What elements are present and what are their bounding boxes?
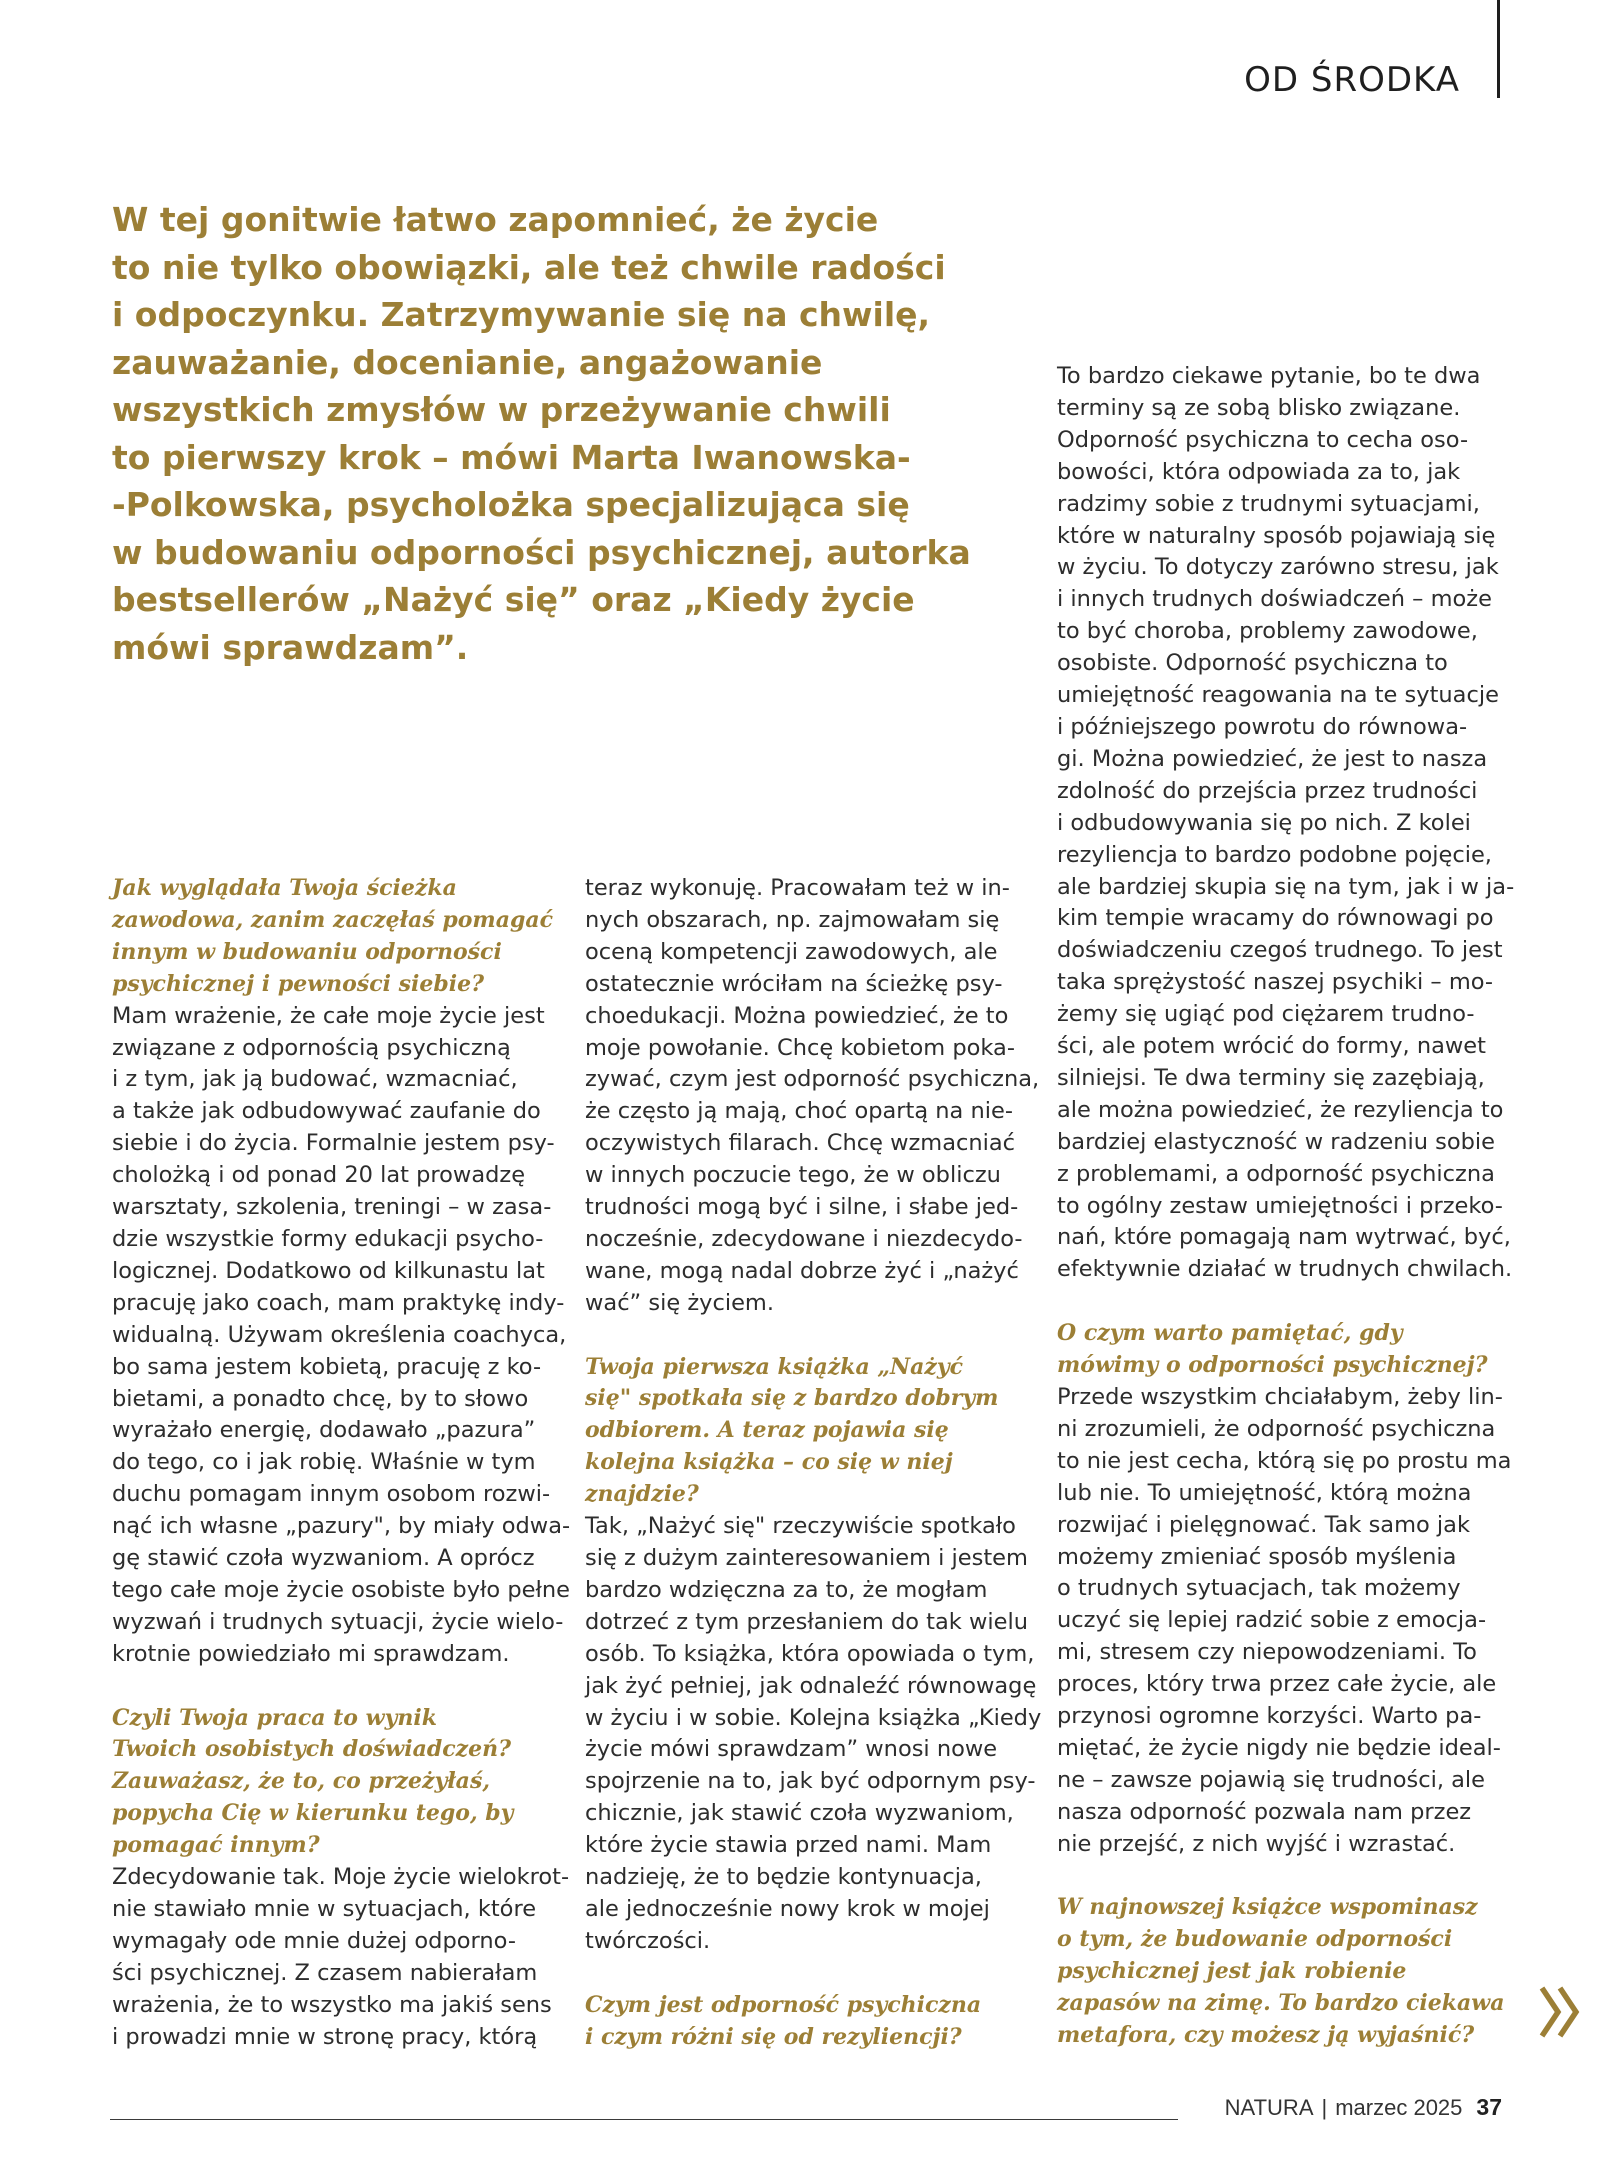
answer-5 xyxy=(1057,1382,1512,1861)
text-line: krotnie powiedziało mi sprawdzam. xyxy=(112,1640,510,1667)
text-line: Czym jest odporność psychiczna xyxy=(585,1991,982,2018)
text-line: chicznie, jak stawić czoła wyzwaniom, xyxy=(585,1800,1014,1827)
text-line: w innych poczucie tego, że w obliczu xyxy=(585,1162,1001,1189)
text-line: do tego, co i jak robię. Właśnie w tym xyxy=(112,1449,536,1476)
text-line: metafora, czy możesz ją wyjaśnić? xyxy=(1057,2022,1475,2049)
text-line: O czym warto pamiętać, gdy xyxy=(1057,1320,1403,1347)
text-line: jak żyć pełniej, jak odnaleźć równowagę xyxy=(585,1672,1037,1699)
text-line: wrażenia, że to wszystko ma jakiś sens xyxy=(112,1991,552,2018)
question-4 xyxy=(585,1990,1035,2054)
text-line: Przede wszystkim chciałabym, żeby lin- xyxy=(1057,1383,1503,1410)
answer-4 xyxy=(1057,361,1515,1286)
text-line: ści psychicznej. Z czasem nabierałam xyxy=(112,1959,538,1986)
text-line: ostatecznie wróciłam na ścieżkę psy- xyxy=(585,970,1003,997)
text-line: rezyliencja to bardzo podobne pojęcie, xyxy=(1057,841,1492,868)
text-line: o tym, że budowanie odporności xyxy=(1057,1926,1453,1953)
text-line: bestsellerów „Nażyć się” oraz „Kiedy życie xyxy=(112,580,915,619)
text-line: bietami, a ponadto chcę, by to słowo xyxy=(112,1385,529,1412)
text-line: proces, który trwa przez całe życie, ale xyxy=(1057,1671,1497,1698)
text-line: bardziej elastyczność w radzeniu sobie xyxy=(1057,1128,1496,1155)
text-line: i odpoczynku. Zatrzymywanie się na chwilę, xyxy=(112,295,931,334)
text-line: i z tym, jak ją budować, wzmacniać, xyxy=(112,1066,518,1093)
text-line: osób. To książka, która opowiada o tym, xyxy=(585,1640,1035,1667)
text-line: moje powołanie. Chcę kobietom poka- xyxy=(585,1034,1015,1061)
text-line: to pierwszy krok – mówi Marta Iwanowska- xyxy=(112,437,911,477)
issue-date: marzec 2025 xyxy=(1335,2095,1463,2120)
answer-2-continued xyxy=(585,873,1040,1320)
text-line: ale jednocześnie nowy krok w mojej xyxy=(585,1895,990,1922)
text-line: w budowaniu odporności psychicznej, autorka xyxy=(112,532,971,572)
text-line: żemy się ugiąć pod ciężarem trudno- xyxy=(1057,1001,1475,1028)
text-line: miętać, że życie nigdy nie będzie ideal- xyxy=(1057,1734,1501,1761)
text-line: ale można powiedzieć, że rezyliencja to xyxy=(1057,1096,1504,1123)
text-line: ale bardziej skupia się na tym, jak i w ja- xyxy=(1057,873,1515,900)
text-line: nocześnie, zdecydowane i niezdecydo- xyxy=(585,1225,1023,1252)
text-line: dzie wszystkie formy edukacji psycho- xyxy=(112,1225,544,1252)
text-line: Tak, „Nażyć się" rzeczywiście spotkało xyxy=(585,1513,1016,1540)
text-line: ści, ale potem wrócić do formy, nawet xyxy=(1057,1033,1486,1060)
text-line: uczyć się lepiej radzić sobie z emocja- xyxy=(1057,1607,1487,1634)
text-line: i późniejszego powrotu do równowa- xyxy=(1057,713,1468,740)
text-line: Mam wrażenie, że całe moje życie jest xyxy=(112,1002,545,1029)
text-line: w życiu i w sobie. Kolejna książka „Kiedy xyxy=(585,1704,1042,1731)
text-line: doświadczeniu czegoś trudnego. To jest xyxy=(1057,937,1503,964)
column-2 xyxy=(585,873,1042,2054)
text-line: teraz wykonuję. Pracowałam też w in- xyxy=(585,875,1010,901)
text-line: się" spotkała się z bardzo dobrym xyxy=(585,1385,999,1412)
question-2 xyxy=(112,1703,552,1863)
text-line: radzimy sobie z trudnymi sytuacjami, xyxy=(1057,490,1480,517)
section-title: OD ŚRODKA xyxy=(1244,60,1460,100)
text-line: siebie i do życia. Formalnie jestem psy- xyxy=(112,1130,555,1157)
text-line: taka sprężystość naszej psychiki – mo- xyxy=(1057,969,1494,996)
column-3 xyxy=(1057,361,1515,2052)
text-line: popycha Cię w kierunku tego, by xyxy=(112,1800,514,1827)
text-line: Odporność psychiczna to cecha oso- xyxy=(1057,426,1469,453)
text-line: zdolność do przejścia przez trudności xyxy=(1057,777,1478,804)
text-line: się z dużym zainteresowaniem i jestem xyxy=(585,1545,1028,1572)
text-line: Jak wyglądała Twoja ścieżka xyxy=(112,875,457,901)
text-line: bowości, która odpowiada za to, jak xyxy=(1057,458,1461,485)
text-line: efektywnie działać w trudnych chwilach. xyxy=(1057,1256,1513,1283)
footer xyxy=(1190,2094,1502,2121)
text-line: tego całe moje życie osobiste było pełne xyxy=(112,1576,570,1603)
text-line: kolejna książka – co się w niej xyxy=(585,1449,953,1476)
column-1 xyxy=(112,873,571,2054)
text-line: lub nie. To umiejętność, którą można xyxy=(1057,1479,1472,1506)
text-line: wyzwań i trudnych sytuacji, życie wielo- xyxy=(112,1608,564,1635)
text-line: W najnowszej książce wspominasz xyxy=(1057,1894,1478,1921)
text-line: widualną. Używam określenia coachyca, xyxy=(112,1321,567,1348)
text-line: zauważanie, docenianie, angażowanie xyxy=(112,342,823,382)
text-line: pracuję jako coach, mam praktykę indy- xyxy=(112,1289,565,1316)
text-line: nie przejść, z nich wyjść i wzrastać. xyxy=(1057,1830,1456,1857)
page-number: 37 xyxy=(1476,2094,1502,2120)
text-line: gę stawić czoła wyzwaniom. A oprócz xyxy=(112,1545,535,1572)
question-5 xyxy=(1057,1318,1507,1382)
text-line: wane, mogą nadal dobrze żyć i „nażyć xyxy=(585,1257,1019,1284)
text-line: logicznej. Dodatkowo od kilkunastu lat xyxy=(112,1257,545,1284)
text-line: dotrzeć z tym przesłaniem do tak wielu xyxy=(585,1608,1028,1635)
text-line: to ogólny zestaw umiejętności i przeko- xyxy=(1057,1192,1503,1219)
text-line: ne – zawsze pojawią się trudności, ale xyxy=(1057,1766,1486,1793)
text-line: a także jak odbudowywać zaufanie do xyxy=(112,1098,541,1125)
text-line: Czyli Twoja praca to wynik xyxy=(112,1704,437,1731)
text-line: spojrzenie na to, jak być odpornym psy- xyxy=(585,1768,1036,1795)
text-line: gi. Można powiedzieć, że jest to nasza xyxy=(1057,745,1488,772)
double-chevron-right-icon[interactable] xyxy=(1538,1982,1584,2042)
text-line: które życie stawia przed nami. Mam xyxy=(585,1832,992,1859)
text-line: psychicznej i pewności siebie? xyxy=(112,970,484,997)
text-line: w życiu. To dotyczy zarówno stresu, jak xyxy=(1057,554,1499,581)
text-line: osobiste. Odporność psychiczna to xyxy=(1057,650,1448,677)
text-line: zywać, czym jest odporność psychiczna, xyxy=(585,1066,1040,1093)
text-line: mi, stresem czy niepowodzeniami. To xyxy=(1057,1639,1477,1666)
text-line: cholożką i od ponad 20 lat prowadzę xyxy=(112,1162,526,1189)
text-line: i prowadzi mnie w stronę pracy, którą xyxy=(112,2023,538,2050)
text-line: ni zrozumieli, że odporność psychiczna xyxy=(1057,1415,1496,1442)
text-line: terminy są ze sobą blisko związane. xyxy=(1057,394,1461,421)
text-line: nań, które pomagają nam wytrwać, być, xyxy=(1057,1224,1511,1251)
text-line: psychicznej jest jak robienie xyxy=(1057,1958,1407,1985)
text-line: odbiorem. A teraz pojawia się xyxy=(585,1417,949,1444)
text-line: wyrażało energię, dodawało „pazura” xyxy=(112,1417,536,1444)
text-line: Twoja pierwsza książka „Nażyć xyxy=(585,1353,964,1380)
answer-2 xyxy=(112,1862,570,2053)
text-line: przynosi ogromne korzyści. Warto pa- xyxy=(1057,1703,1482,1730)
text-line: Zauważasz, że to, co przeżyłaś, xyxy=(112,1768,490,1795)
text-line: -Polkowska, psycholożka specjalizująca się xyxy=(112,485,910,524)
text-line: zapasów na zimę. To bardzo ciekawa xyxy=(1057,1990,1505,2017)
text-line: życie mówi sprawdzam” wnosi nowe xyxy=(585,1736,998,1763)
text-line: które w naturalny sposób pojawiają się xyxy=(1057,522,1496,549)
text-line: trudności mogą być i silne, i słabe jed- xyxy=(585,1194,1019,1221)
text-line: silniejsi. Te dwa terminy się zazębiają, xyxy=(1057,1064,1485,1091)
text-line: o trudnych sytuacjach, tak możemy xyxy=(1057,1575,1461,1602)
text-line: To bardzo ciekawe pytanie, bo te dwa xyxy=(1057,363,1481,389)
text-line: innym w budowaniu odporności xyxy=(112,938,502,965)
text-line: oceną kompetencji zawodowych, ale xyxy=(585,938,998,965)
text-line: mówimy o odporności psychicznej? xyxy=(1057,1352,1488,1379)
text-line: i czym różni się od rezyliencji? xyxy=(585,2023,962,2050)
text-line: W tej gonitwie łatwo zapomnieć, że życie xyxy=(112,200,879,239)
text-line: możemy zmieniać sposób myślenia xyxy=(1057,1543,1457,1570)
footer-rule xyxy=(110,2119,1178,2120)
text-line: że często ją mają, choć opartą na nie- xyxy=(585,1098,1013,1125)
text-line: Twoich osobistych doświadczeń? xyxy=(112,1736,511,1763)
text-line: kim tempie wracamy do równowagi po xyxy=(1057,905,1494,932)
text-line: z problemami, a odporność psychiczna xyxy=(1057,1160,1495,1187)
text-line: nasza odporność pozwala nam przez xyxy=(1057,1798,1472,1825)
text-line: nych obszarach, np. zajmowałam się xyxy=(585,906,1000,933)
text-line: nadzieję, że to będzie kontynuacja, xyxy=(585,1864,982,1891)
text-line: związane z odpornością psychiczną xyxy=(112,1034,511,1061)
text-line: twórczości. xyxy=(585,1927,711,1954)
text-line: wać” się życiem. xyxy=(585,1289,774,1316)
text-line: to nie jest cecha, którą się po prostu ma xyxy=(1057,1447,1512,1474)
answer-1 xyxy=(112,1001,571,1671)
text-line: Zdecydowanie tak. Moje życie wielokrot- xyxy=(112,1864,570,1891)
text-line: to być choroba, problemy zawodowe, xyxy=(1057,618,1478,645)
text-line: duchu pomagam innym osobom rozwi- xyxy=(112,1481,551,1508)
question-3 xyxy=(585,1352,1035,1512)
footer-separator: | xyxy=(1321,2095,1328,2120)
header-rule xyxy=(1497,0,1500,98)
text-line: znajdzie? xyxy=(585,1481,699,1508)
text-line: warsztaty, szkolenia, treningi – w zasa- xyxy=(112,1194,552,1221)
text-line: oczywistych filarach. Chcę wzmacniać xyxy=(585,1130,1016,1157)
text-line: i odbudowywania się po nich. Z kolei xyxy=(1057,809,1471,836)
question-1 xyxy=(112,873,552,1001)
text-line: i innych trudnych doświadczeń – może xyxy=(1057,586,1492,613)
text-line: rozwijać i pielęgnować. Tak samo jak xyxy=(1057,1511,1470,1538)
text-line: pomagać innym? xyxy=(112,1832,320,1859)
text-line: choedukacji. Można powiedzieć, że to xyxy=(585,1002,1009,1029)
text-line: nąć ich własne „pazury", by miały odwa- xyxy=(112,1513,571,1540)
magazine-name: NATURA xyxy=(1224,2095,1314,2120)
question-6 xyxy=(1057,1892,1507,2052)
lead-paragraph xyxy=(112,196,971,671)
text-line: bo sama jestem kobietą, pracuję z ko- xyxy=(112,1353,542,1380)
text-line: mówi sprawdzam”. xyxy=(112,627,469,667)
text-line: umiejętność reagowania na te sytuacje xyxy=(1057,682,1499,709)
text-line: zawodowa, zanim zaczęłaś pomagać xyxy=(112,906,553,933)
text-line: nie stawiało mnie w sytuacjach, które xyxy=(112,1895,537,1922)
text-line: wymagały ode mnie dużej odporno- xyxy=(112,1927,516,1954)
answer-3 xyxy=(585,1511,1042,1958)
text-line: to nie tylko obowiązki, ale też chwile radości xyxy=(112,247,946,287)
text-line: bardzo wdzięczna za to, że mogłam xyxy=(585,1576,988,1603)
text-line: wszystkich zmysłów w przeżywanie chwili xyxy=(112,390,891,429)
